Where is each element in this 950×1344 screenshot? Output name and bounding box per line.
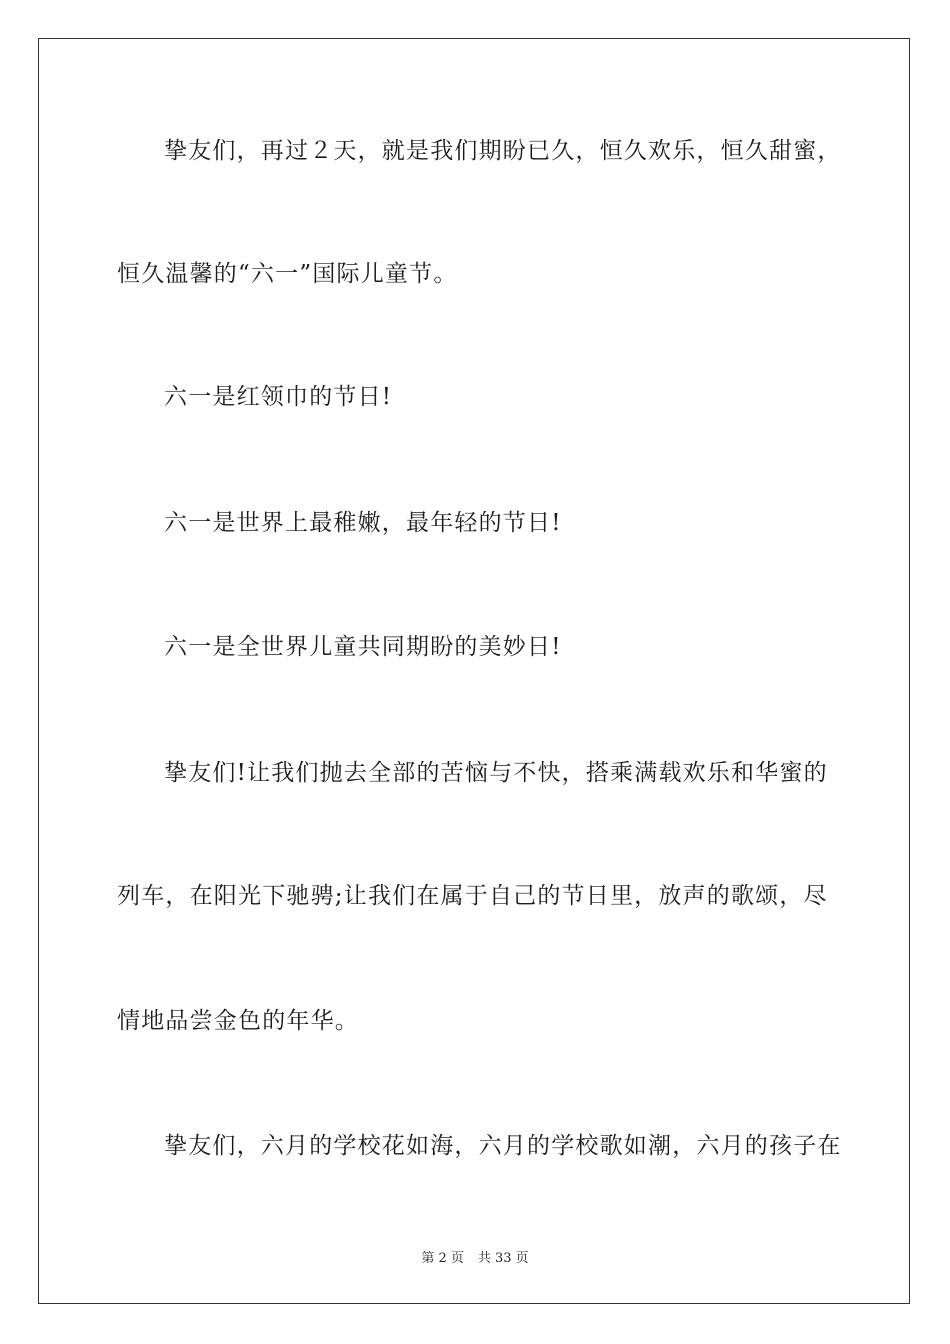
page-footer [0, 1247, 950, 1266]
paragraph-line-4: 六一是世界上最稚嫩，最年轻的节日! [164, 510, 562, 536]
paragraph-line-2: 恒久温馨的“六一”国际儿童节。 [117, 261, 458, 287]
paragraph-line-1: 挚友们，再过２天，就是我们期盼已久，恒久欢乐，恒久甜蜜， [164, 138, 842, 164]
paragraph-line-6: 挚友们!让我们抛去全部的苦恼与不快，搭乘满载欢乐和华蜜的 [164, 760, 828, 786]
paragraph-line-3: 六一是红领巾的节日! [164, 384, 393, 410]
paragraph-line-5: 六一是全世界儿童共同期盼的美妙日! [164, 634, 562, 660]
total-pages: 共 33 页 [477, 1251, 529, 1266]
paragraph-line-7: 列车，在阳光下驰骋;让我们在属于自己的节日里，放声的歌颂，尽 [117, 883, 828, 909]
paragraph-line-9: 挚友们，六月的学校花如海，六月的学校歌如潮，六月的孩子在 [164, 1133, 842, 1159]
page-number: 第 2 页 [421, 1251, 464, 1266]
page-frame [38, 38, 910, 1304]
paragraph-line-8: 情地品尝金色的年华。 [117, 1008, 359, 1034]
